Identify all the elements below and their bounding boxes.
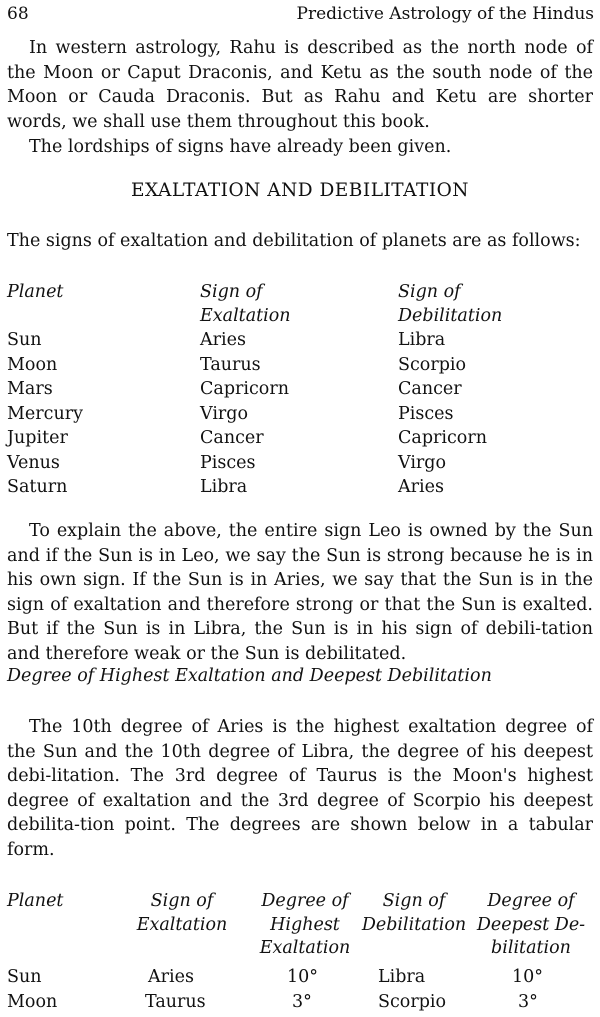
header-debilitation-line1: Sign of <box>398 282 461 302</box>
header-sign-exaltation: Sign of Exaltation <box>136 891 228 935</box>
table-row <box>7 328 597 352</box>
cell-planet: Moon <box>7 992 58 1012</box>
cell-debilitation: Scorpio <box>398 354 467 375</box>
cell-debilitation: Aries <box>398 477 444 497</box>
cell-debilitation: Virgo <box>398 452 447 473</box>
cell-deepest-degree: 3° <box>518 992 538 1012</box>
table-row <box>7 990 597 1014</box>
cell-exaltation: Taurus <box>145 992 206 1012</box>
paragraph-table-intro: The signs of exaltation and debilitation of planets are as follows: <box>7 231 581 251</box>
header-exaltation-line2: Exaltation <box>200 306 291 326</box>
header-deepest-debilitation: Degree of Deepest De- bilitation <box>476 891 586 958</box>
cell-exaltation: Aries <box>148 967 194 987</box>
page-header <box>7 4 594 26</box>
table-row <box>7 475 597 499</box>
header-planet: Planet <box>7 891 64 911</box>
cell-exaltation: Capricorn <box>200 379 289 399</box>
cell-highest-degree: 10° <box>287 967 319 987</box>
cell-planet: Sun <box>7 330 42 350</box>
header-debilitation-line2: Debilitation <box>398 306 503 326</box>
cell-exaltation: Cancer <box>200 428 264 448</box>
page-number: 68 <box>7 4 29 24</box>
table-header <box>7 890 597 962</box>
paragraph-rahu-ketu: In western astrology, Rahu is described as the north node of the Moon or Caput Draconis, and Ketu as the south node of the Moon or Cauda Draconis. But as Rahu and Ketu are shorter words, we shall use them throughout this book. <box>7 38 593 132</box>
cell-debilitation: Pisces <box>398 403 454 424</box>
cell-debilitation: Libra <box>378 967 426 987</box>
table-row <box>7 965 597 989</box>
cell-planet: Sun <box>7 967 42 987</box>
cell-planet: Venus <box>7 452 60 473</box>
cell-exaltation: Libra <box>200 477 248 497</box>
cell-exaltation: Pisces <box>200 452 256 473</box>
cell-debilitation: Capricorn <box>398 428 487 448</box>
table-row <box>7 426 597 450</box>
paragraph-degrees: The 10th degree of Aries is the highest exaltation degree of the Sun and the 10th degree of Libra, the degree of his deepest debi-litation. The 3rd degree of Taurus is the Moon's highest degree of exaltation and the 3rd degree of Scorpio his deepest debilita-tion point. The degrees are shown below in a tabular form. <box>7 717 593 860</box>
subheading: Degree of Highest Exaltation and Deepest Debilitation <box>7 666 492 686</box>
table-row <box>7 451 597 475</box>
header-planet: Planet <box>7 282 64 302</box>
cell-debilitation: Scorpio <box>378 992 447 1012</box>
cell-debilitation: Libra <box>398 330 446 350</box>
cell-exaltation: Aries <box>200 330 246 350</box>
cell-exaltation: Taurus <box>200 354 261 375</box>
header-exaltation-line1: Sign of <box>200 282 263 302</box>
table-row <box>7 377 597 401</box>
table-header-row <box>7 280 597 304</box>
cell-planet: Mars <box>7 379 53 399</box>
paragraph-lordships: The lordships of signs have already been given. <box>29 137 452 157</box>
paragraph-explanation: To explain the above, the entire sign Leo is owned by the Sun and if the Sun is in Leo, we say the Sun is strong because he is in his own sign. If the Sun is in Aries, we say that the Sun is in the sign of exaltation and therefore strong or that the Sun is exalted. But if the Sun is in Libra, the Sun is in his sign of debili-tation and therefore weak or the Sun is debilitated. <box>7 521 593 664</box>
running-head: Predictive Astrology of the Hindus <box>296 4 594 24</box>
cell-deepest-degree: 10° <box>512 967 544 987</box>
cell-highest-degree: 3° <box>292 992 312 1012</box>
header-highest-exaltation: Degree of Highest Exaltation <box>259 891 351 958</box>
header-sign-debilitation: Sign of Debilitation <box>361 891 467 935</box>
section-heading: EXALTATION AND DEBILITATION <box>131 180 469 201</box>
cell-planet: Saturn <box>7 477 68 497</box>
cell-planet: Mercury <box>7 403 83 424</box>
cell-debilitation: Cancer <box>398 379 462 399</box>
cell-planet: Moon <box>7 354 58 375</box>
cell-exaltation: Virgo <box>200 403 249 424</box>
table-header-row-2 <box>7 304 597 328</box>
cell-planet: Jupiter <box>7 428 68 448</box>
table-row <box>7 402 597 426</box>
table-row <box>7 353 597 377</box>
